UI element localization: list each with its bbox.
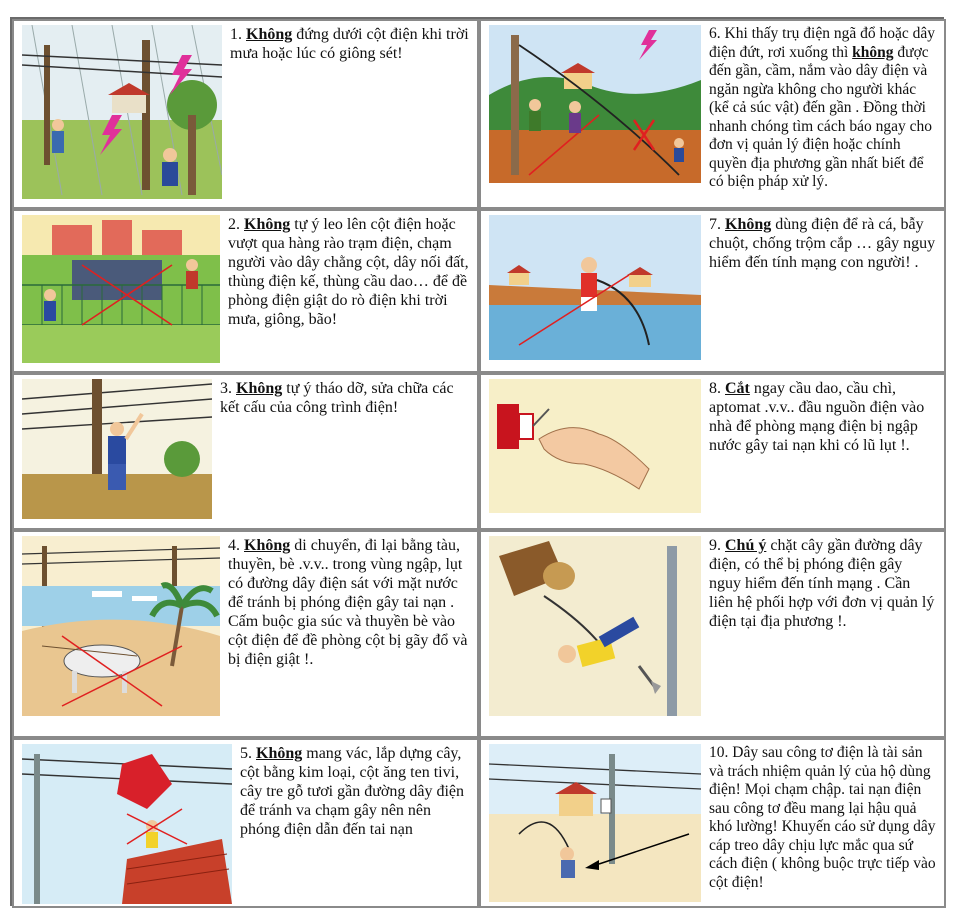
rule-number: 7. xyxy=(709,216,721,233)
climbing-pole-icon xyxy=(22,379,212,519)
rule-keyword: Cắt xyxy=(725,380,750,397)
rule-body: được đến gần, cầm, nắm vào dây điện và ngăn ngừa không cho người khác (kể cả súc vật) đến gần . Đồng thời nhanh chóng tìm cách báo ngay cho đơn vị quản lý điện hoặc chính quyền địa phương gần nhất biết để có biện pháp xử lý. xyxy=(709,43,932,190)
switch-off-icon xyxy=(489,379,701,513)
rule-number: 10. xyxy=(709,744,729,761)
rule-text xyxy=(707,740,944,906)
rule-text xyxy=(218,375,477,528)
rule-card-3 xyxy=(12,373,479,530)
rule-keyword: Không xyxy=(244,216,291,233)
rule-keyword: Không xyxy=(725,216,772,233)
rule-card-2 xyxy=(12,209,479,373)
rule-text xyxy=(707,21,944,207)
rule-keyword: Không xyxy=(244,537,291,554)
rule-keyword: Chú ý xyxy=(725,537,767,554)
flood-cattle-icon xyxy=(22,536,220,716)
illustration-electric-fishing xyxy=(489,215,701,360)
illustration-climbing-pole xyxy=(22,379,212,519)
rules-grid xyxy=(10,17,944,906)
illustration-fallen-wire xyxy=(489,25,701,183)
rule-lead: Khi thấy trụ điện ngã đổ hoặc dây điện đứt, rơi xuống thì xyxy=(709,25,935,61)
rule-body: ngay cầu dao, cầu chì, aptomat .v.v.. đầu nguồn điện vào nhà để phòng mạng điện bị ngập nước gây tai nạn khi có lũ lụt !. xyxy=(709,380,925,454)
illustration-flood-boat-cattle xyxy=(22,536,220,716)
rule-body: tự ý leo lên cột điện hoặc vượt qua hàng rào trạm điện, chạm người vào dây chằng cột, dây nối đất, thùng điện kế, thùng cầu dao… để đề phòng điện giật do rò điện khi trời mưa, giông, bão! xyxy=(228,216,469,328)
rule-text xyxy=(707,375,944,528)
rule-body: đứng dưới cột điện khi trời mưa hoặc lúc có giông sét! xyxy=(230,26,469,62)
rule-card-6 xyxy=(479,19,946,209)
rule-text xyxy=(707,211,944,371)
tree-cutting-icon xyxy=(489,536,701,716)
rule-card-1 xyxy=(12,19,479,209)
meter-wire-icon xyxy=(489,744,701,902)
rule-body: chặt cây gần đường dây điện, có thể bị phóng điện gây nguy hiểm đến tính mạng . Cần liên hệ phối hợp với đơn vị quản lý điện tại địa phương !. xyxy=(709,537,935,630)
rule-text xyxy=(707,532,944,736)
illustration-meter-wire-fall xyxy=(489,744,701,902)
electric-fishing-icon xyxy=(489,215,701,360)
rule-body: Dây sau công tơ điện là tài sản và trách nhiệm quản lý của hộ dùng điện! Mọi chạm chập. tai nạn điện sau công tơ đều mang lại hậu quả khó lường! Khuyến cáo sử dụng dây cáp treo dây chịu lực mắc qua sứ cách điện ( không buộc trực tiếp vào cột điện! xyxy=(709,744,936,891)
rule-body: di chuyển, đi lại bằng tàu, thuyền, bè .v.v.. trong vùng ngập, lụt có đường dây điện sát với mặt nước để tránh bị phóng điện gây tai nạn . Cấm buộc gia súc và thuyền bè vào cột điện để đề phòng cột bị gãy đổ và bị điện giật !. xyxy=(228,537,468,668)
illustration-storm-under-pole xyxy=(22,25,222,199)
rule-text xyxy=(226,532,477,736)
rule-card-5 xyxy=(12,738,479,908)
rule-body: tự ý tháo dỡ, sửa chữa các kết cấu của công trình điện! xyxy=(220,380,454,416)
rule-number: 9. xyxy=(709,537,721,554)
rule-number: 6. xyxy=(709,25,721,42)
rule-keyword: Không xyxy=(256,745,303,762)
rule-body: mang vác, lắp dựng cây, cột bằng kim loại, cột ăng ten tivi, cây tre gỗ tươi gần đường dây điện để tránh va chạm gây nên nên phóng điện dẫn đến tai nạn xyxy=(240,745,464,838)
rule-number: 2. xyxy=(228,216,240,233)
rule-card-10 xyxy=(479,738,946,908)
rule-body: dùng điện để rà cá, bẫy chuột, chống trộm cắp … gây nguy hiểm đến tính mạng con người! . xyxy=(709,216,936,271)
rule-number: 4. xyxy=(228,537,240,554)
rule-card-4 xyxy=(12,530,479,738)
substation-icon xyxy=(22,215,220,363)
antenna-icon xyxy=(22,744,232,904)
rule-text xyxy=(238,740,477,906)
rule-keyword: Không xyxy=(236,380,283,397)
rule-number: 1. xyxy=(230,26,242,43)
rule-text xyxy=(226,211,477,371)
illustration-substation-fence xyxy=(22,215,220,363)
fallen-wire-icon xyxy=(489,25,701,183)
rule-number: 3. xyxy=(220,380,232,397)
illustration-antenna-near-line xyxy=(22,744,232,904)
rule-keyword: không xyxy=(852,43,894,61)
rule-card-7 xyxy=(479,209,946,373)
rule-card-9 xyxy=(479,530,946,738)
safety-sheet xyxy=(10,17,945,907)
rule-number: 8. xyxy=(709,380,721,397)
illustration-switch-off xyxy=(489,379,701,513)
rule-text xyxy=(228,21,477,207)
storm-scene-icon xyxy=(22,25,222,199)
rule-keyword: Không xyxy=(246,26,293,43)
illustration-tree-cutting-fall xyxy=(489,536,701,716)
rule-number: 5. xyxy=(240,745,252,762)
rule-card-8 xyxy=(479,373,946,530)
